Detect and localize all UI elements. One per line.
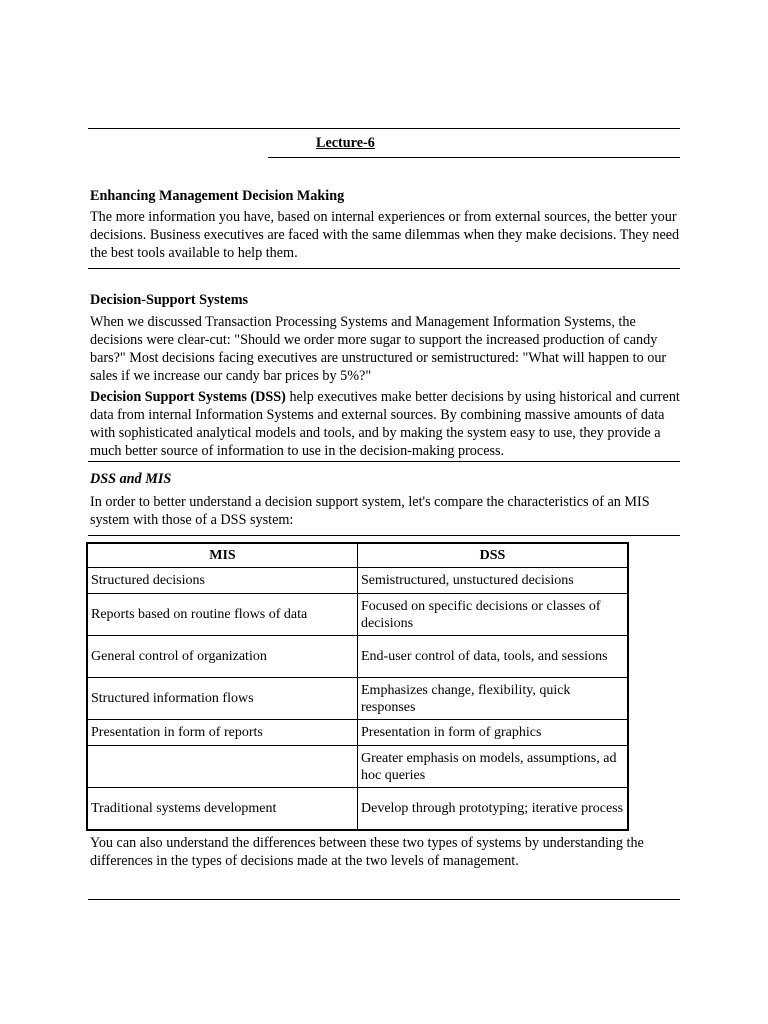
- dss-cell: Semistructured, unstuctured decisions: [358, 568, 629, 594]
- table-row: [87, 594, 628, 636]
- section2-paragraph2-text: help executives make better decisions by using historical and current data from internal Information Systems and external sources. By combining massive amounts of data with sophisticated analytical models and tools, and by making the system easy to use, they provide a much better source of information to use in the decision-making process.: [90, 389, 680, 459]
- mis-cell: General control of organization: [87, 636, 358, 678]
- table-row: [87, 568, 628, 594]
- mis-cell: Traditional systems development: [87, 788, 358, 830]
- table-row: [87, 636, 628, 678]
- header-dss: DSS: [358, 543, 629, 568]
- dss-cell: Presentation in form of graphics: [358, 720, 629, 746]
- closing-paragraph: You can also understand the differences between these two types of systems by understanding the differences in the types of decisions made at the two levels of management.: [90, 835, 644, 869]
- section2-paragraph1: When we discussed Transaction Processing Systems and Management Information Systems, the decisions were clear-cut: "Should we order more sugar to support the increased production of candy bars?" Most decisions facing executives are unstructured or semistructured: "What will happen to our sales if we increase our candy bar prices by 5%?": [90, 314, 667, 384]
- mis-cell: Structured decisions: [87, 568, 358, 594]
- dss-cell: Emphasizes change, flexibility, quick responses: [358, 678, 629, 720]
- section1-rule: [88, 268, 680, 269]
- mis-cell: Presentation in form of reports: [87, 720, 358, 746]
- section3-paragraph: In order to better understand a decision support system, let's compare the characteristics of an MIS system with those of a DSS system:: [90, 494, 650, 528]
- table-row: [87, 788, 628, 830]
- dss-cell: End-user control of data, tools, and sessions: [358, 636, 629, 678]
- dss-cell: Develop through prototyping; iterative process: [358, 788, 629, 830]
- table-row: [87, 746, 628, 788]
- dss-term: Decision Support Systems (DSS): [90, 389, 286, 405]
- title-rule: [268, 157, 680, 158]
- table-row: [87, 720, 628, 746]
- comparison-table: [86, 542, 629, 831]
- page-title: Lecture-6: [316, 135, 375, 151]
- dss-cell: Greater emphasis on models, assumptions, ad hoc queries: [358, 746, 629, 788]
- dss-cell: Focused on specific decisions or classes of decisions: [358, 594, 629, 636]
- top-rule: [88, 128, 680, 129]
- section3-rule: [88, 535, 680, 536]
- mis-cell: [87, 746, 358, 788]
- bottom-rule: [88, 899, 680, 900]
- mis-cell: Structured information flows: [87, 678, 358, 720]
- section2-paragraph2: [90, 388, 680, 460]
- section-heading-dss: Decision-Support Systems: [90, 292, 249, 308]
- section2-rule: [88, 461, 680, 462]
- section-heading-dss-and-mis: DSS and MIS: [90, 471, 172, 487]
- table-header-row: [87, 543, 628, 568]
- table-row: [87, 678, 628, 720]
- header-mis: MIS: [87, 543, 358, 568]
- mis-cell: Reports based on routine flows of data: [87, 594, 358, 636]
- section1-paragraph: The more information you have, based on internal experiences or from external sources, the better your decisions. Business executives are faced with the same dilemmas when they make decisions. They need the best tools available to help them.: [90, 209, 680, 261]
- section-heading-enhancing: Enhancing Management Decision Making: [90, 188, 345, 204]
